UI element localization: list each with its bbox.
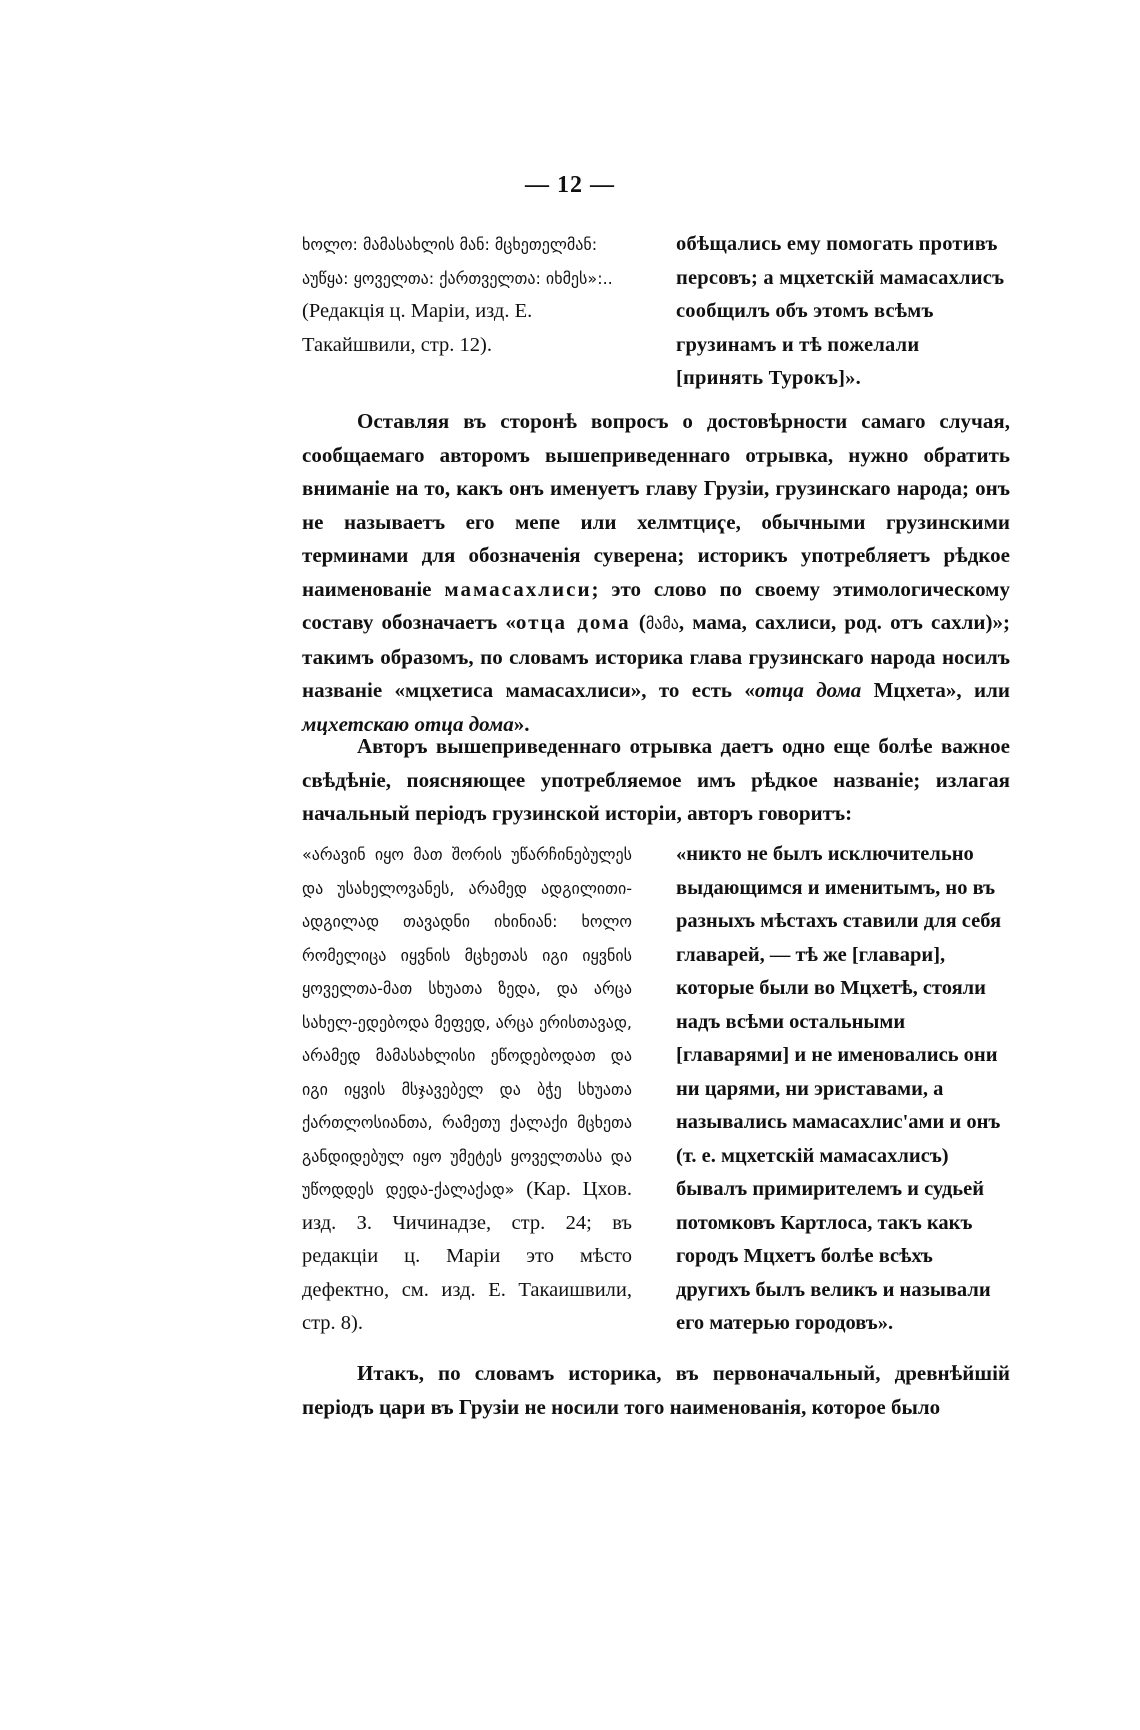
quote-georgian-middle xyxy=(302,838,632,1341)
text-run: ; это слово по своему этимологическому составу обозначаетъ « xyxy=(302,576,1010,634)
quote-georgian-top xyxy=(302,228,632,362)
italic-phrase: мцхетскаю отца дома xyxy=(302,711,514,736)
term-otsa-doma: отца дома xyxy=(515,610,631,634)
quote-translation-top xyxy=(676,228,1010,396)
georgian-word: მამა xyxy=(645,614,679,633)
citation: (Кар. Цхов. изд. З. Чичинадзе, стр. 24; въ редакціи ц. Маріи это мѣсто дефектно, см. изд. Е. Такаишвили, стр. 8). xyxy=(302,1178,632,1334)
italic-phrase: отца дома xyxy=(754,678,862,702)
text-run: Мцхета», или xyxy=(861,678,1010,702)
quote-translation-middle xyxy=(676,838,1010,1341)
georgian-text: «არავინ იყო მათ შორის უწარჩინებულეს და უსახელოვანეს, არამედ ადგილითი-ადგილად თავადნი იხინიან: ხოლო რომელიცა იყვნის მცხეთას იგი იყვნის ყოველთა-მათ სხუათა ზედა, და არცა სახელ-ედებოდა მეფედ, არცა ერისთავად, არამედ მამასახლისი ეწოდებოდათ და იგი იყვის მსჯავებელ და ბჭე სხუათა ქართლოსიანთა, რამეთუ ქალაქი მცხეთა განდიდებულ იყო უმეტეს ყოველთასა და უწოდდეს დედა-ქალაქად» xyxy=(302,845,632,1199)
page-number: — 12 — xyxy=(525,172,615,198)
text-run: , мама, сахлиси, род. отъ сахли)»; такимъ образомъ, по словамъ историка глава грузинскаго народа носилъ названіе «мцхетиса мамасахлиси», то есть « xyxy=(302,610,1011,702)
paragraph-3 xyxy=(302,1357,1010,1424)
translation-text: «никто не былъ исключительно выдающимся и именитымъ, но въ разныхъ мѣстахъ ставили для себя главарей, — тѣ же [главари], которые были во Мцхетѣ, стояли надъ всѣми остальными [главарями] и не именовались они ни царями, ни эриставами, а назывались мамасахлис'ами и онъ (т. е. мцхетскій мамасахлисъ) бывалъ примирителемъ и судьей потомковъ Картлоса, такъ какъ городъ Мцхетъ болѣе всѣхъ другихъ былъ великъ и называли его матерью городовъ». xyxy=(676,843,1002,1334)
citation: (Редакція ц. Маріи, изд. Е. Такайшвили, стр. 12). xyxy=(302,300,533,356)
text-run: ». xyxy=(513,711,530,736)
translation-text: обѣщались ему помогать противъ персовъ; а мцхетскій мамасахлисъ сообщилъ объ этомъ всѣмъ грузинамъ и тѣ пожелали [принять Турокъ]». xyxy=(676,233,1005,389)
paragraph-1 xyxy=(302,405,1010,741)
text-run: Оставляя въ сторонѣ вопросъ о достовѣрности самаго случая, сообщаемаго авторомъ вышеприведеннаго отрывка, нужно обратить вниманіе на то, какъ онъ именуетъ главу Грузіи, грузинскаго народа; онъ не называетъ его мепе или хелмтциҁе, обычными грузинскими терминами для обозначенія суверена; историкъ употребляетъ рѣдкое наименованіе xyxy=(302,409,1010,601)
term-mamasakhlisi: мамасахлиси xyxy=(444,576,592,601)
georgian-text: ხოლო: მამასახლის მან: მცხეთელმან: აუწყა: ყოველთა: ქართველთა: იხმეს»:.. xyxy=(302,235,613,288)
text-run: ( xyxy=(630,610,646,634)
paragraph-text: Итакъ, по словамъ историка, въ первоначальный, древнѣйшій періодъ цари въ Грузіи не носили того наименованія, которое было xyxy=(302,1361,1010,1419)
paragraph-2 xyxy=(302,730,1010,831)
paragraph-text: Авторъ вышеприведеннаго отрывка даетъ одно еще болѣе важное свѣдѣніе, поясняющее употребляемое имъ рѣдкое названіе; излагая начальный періодъ грузинской исторіи, авторъ говоритъ: xyxy=(302,734,1010,825)
